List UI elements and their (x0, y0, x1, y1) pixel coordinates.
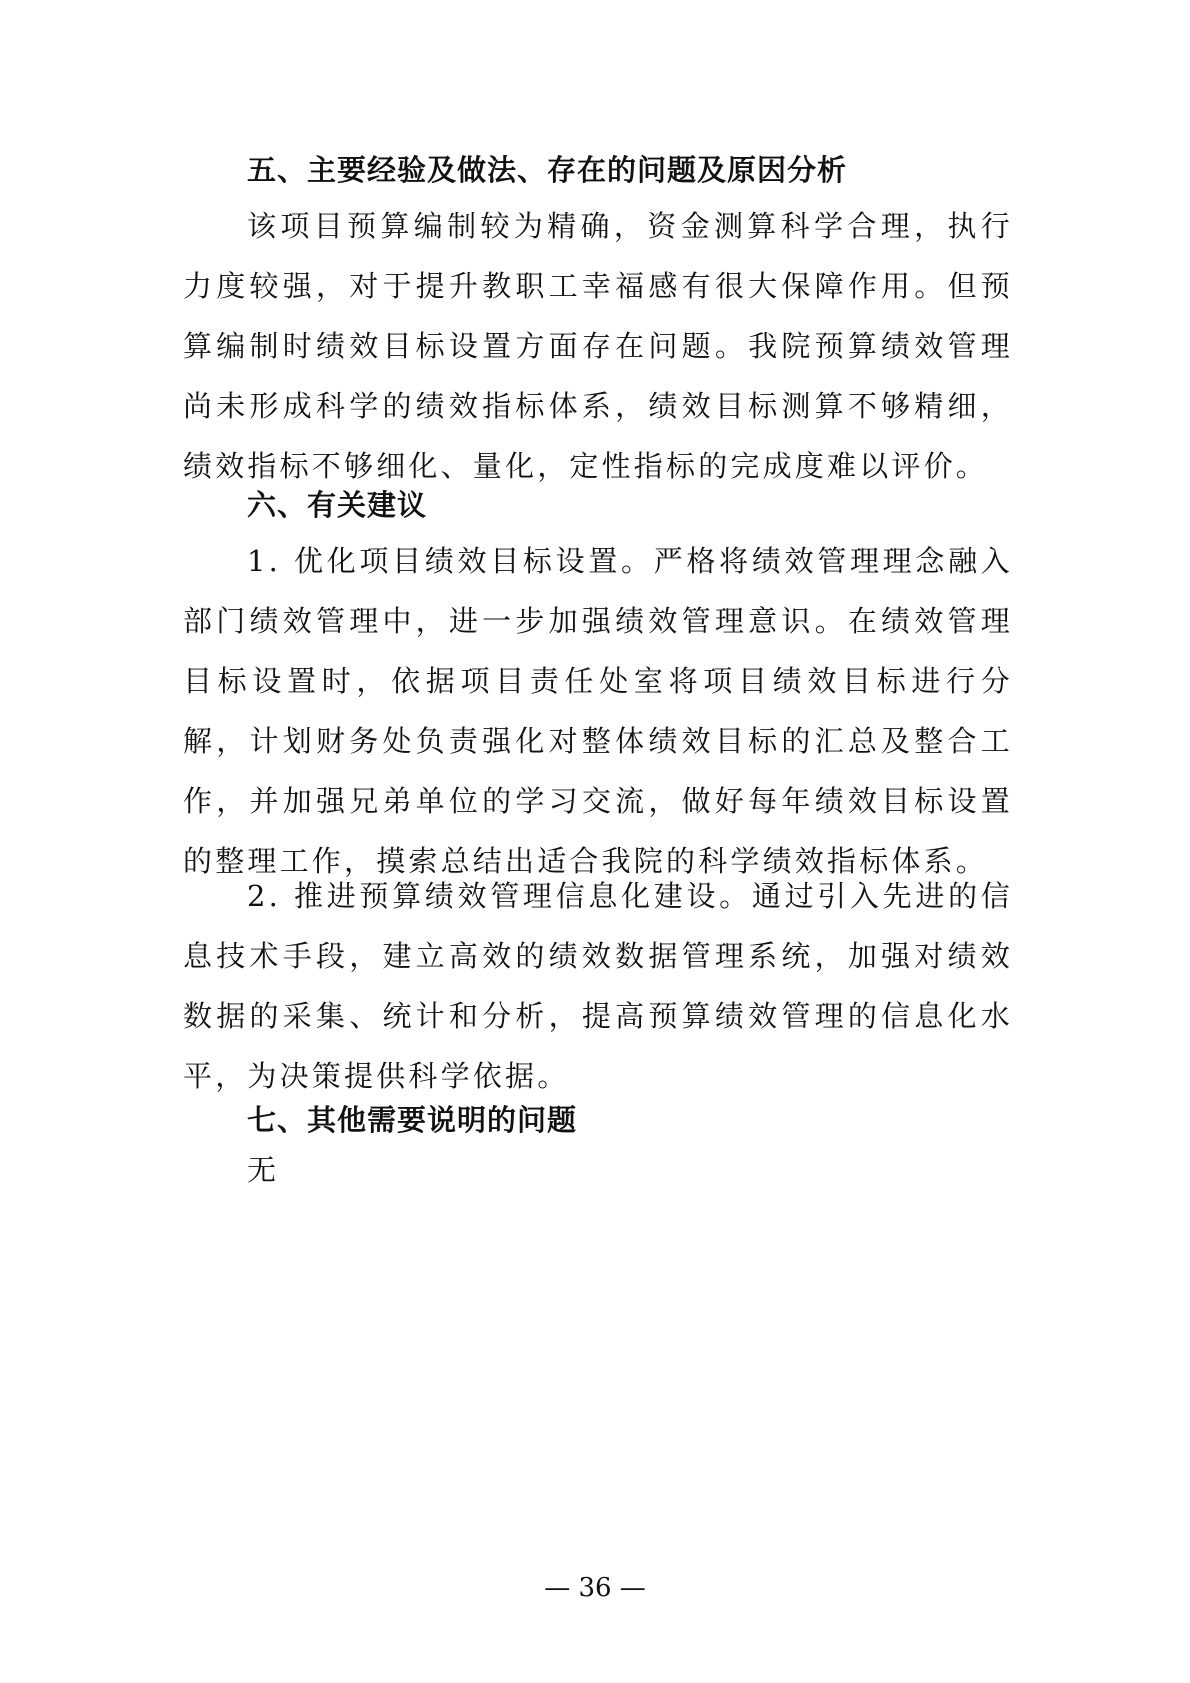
section-seven-heading: 七、其他需要说明的问题 (247, 1103, 578, 1137)
section-seven-body: 无 (247, 1153, 277, 1187)
section-five-heading: 五、主要经验及做法、存在的问题及原因分析 (247, 153, 848, 187)
section-six-heading: 六、有关建议 (247, 488, 428, 522)
suggestion-item-2: 2. 推进预算绩效管理信息化建设。通过引入先进的信息技术手段，建立高效的绩效数据管理系统，加强对绩效数据的采集、统计和分析，提高预算绩效管理的信息化水平，为决策提供科学依据。 (183, 879, 1013, 1093)
section-five-body: 该项目预算编制较为精确，资金测算科学合理，执行力度较强，对于提升教职工幸福感有很大保障作用。但预算编制时绩效目标设置方面存在问题。我院预算绩效管理尚未形成科学的绩效指标体系，绩效目标测算不够精细，绩效指标不够细化、量化，定性指标的完成度难以评价。 (183, 209, 1013, 483)
suggestion-item-1: 1. 优化项目绩效目标设置。严格将绩效管理理念融入部门绩效管理中，进一步加强绩效管理意识。在绩效管理目标设置时，依据项目责任处室将项目绩效目标进行分解，计划财务处负责强化对整体绩效目标的汇总及整合工作，并加强兄弟单位的学习交流，做好每年绩效目标设置的整理工作，摸索总结出适合我院的科学绩效指标体系。 (183, 544, 1013, 878)
page-number: — 36 — (544, 1573, 646, 1603)
